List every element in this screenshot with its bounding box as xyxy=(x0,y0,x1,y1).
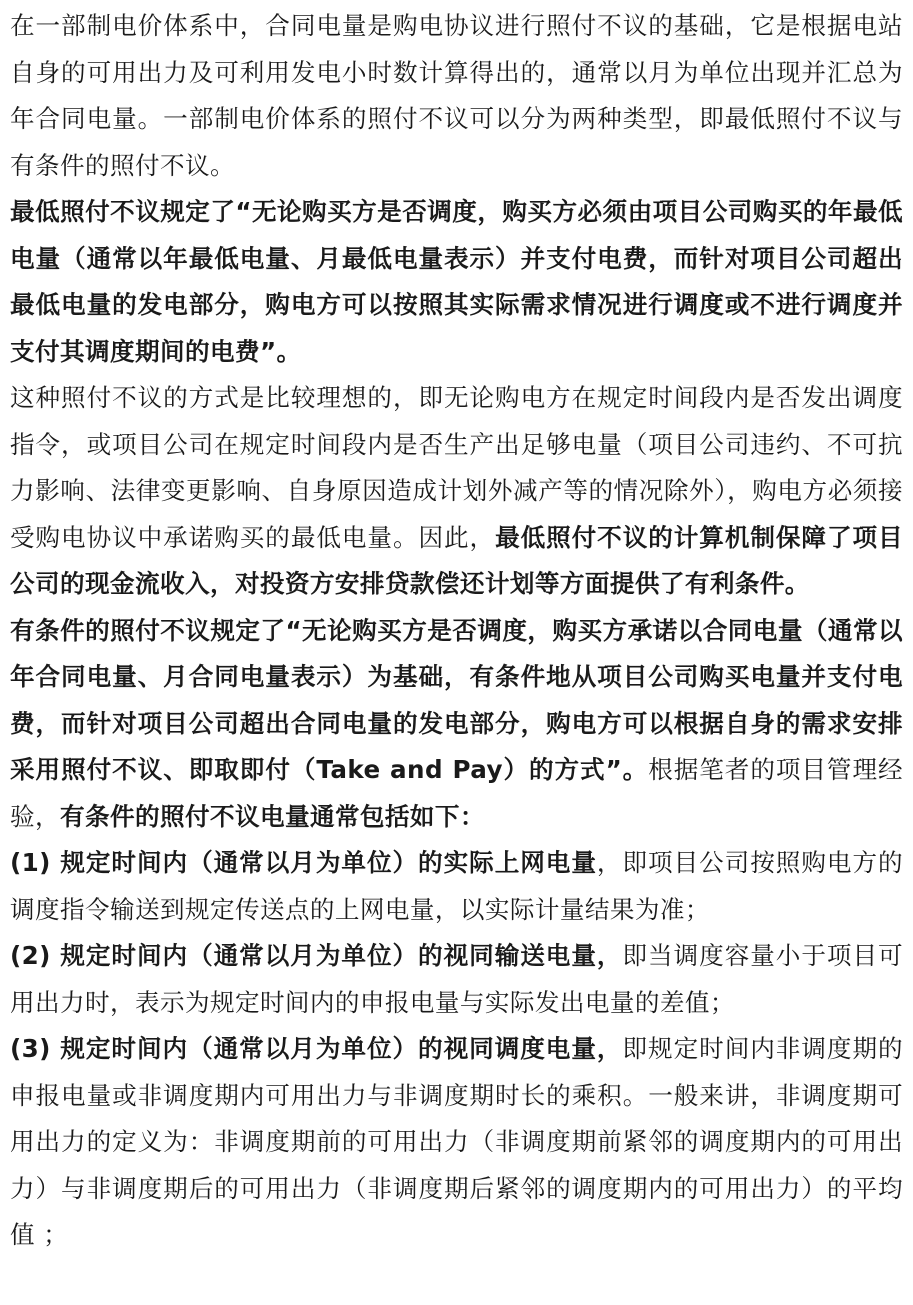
paragraph-text: 这种照付不议的方式是比较理想的，即无论购电方在规定时间段内是否发出调度指令，或项目公司在规定时间段内是否生产出足够电量（项目公司违约、不可抗力影响、法律变更影响、自身原因造成计划外减产等的情况除外），购电方必须接受购电协议中承诺购买的最低电量。因此， xyxy=(10,383,903,552)
list-item-deemed-dispatched-energy xyxy=(10,1026,903,1259)
list-item-actual-grid-energy xyxy=(10,840,903,933)
paragraph-text-bold: 有条件的照付不议电量通常包括如下： xyxy=(60,801,485,831)
paragraph-text: 根据笔者的项目管理经验， xyxy=(10,755,903,831)
paragraph-minimum-take-or-pay-explanation xyxy=(10,375,903,608)
list-item-deemed-delivered-energy xyxy=(10,933,903,1026)
list-item-heading: (2) 规定时间内（通常以月为单位）的视同输送电量， xyxy=(10,941,623,970)
paragraph-text-bold: 最低照付不议的计算机制保障了项目公司的现金流收入，对投资方安排贷款偿还计划等方面提供了有利条件。 xyxy=(10,522,903,598)
list-item-heading: (3) 规定时间内（通常以月为单位）的视同调度电量， xyxy=(10,1034,623,1063)
paragraph-conditional-take-or-pay xyxy=(10,608,903,841)
list-item-text: ，即项目公司按照购电方的调度指令输送到规定传送点的上网电量，以实际计量结果为准； xyxy=(10,848,903,924)
list-item-text: 即当调度容量小于项目可用出力时，表示为规定时间内的申报电量与实际发出电量的差值； xyxy=(10,941,904,1017)
paragraph-text-bold: 有条件的照付不议规定了“无论购买方是否调度，购买方承诺以合同电量（通常以年合同电量、月合同电量表示）为基础，有条件地从项目公司购买电量并支付电费，而针对项目公司超出合同电量的发电部分，购电方可以根据自身的需求安排采用照付不议、即取即付（Take and Pay）的方式”。 xyxy=(10,615,903,784)
paragraph-contract-energy-basis xyxy=(10,3,903,189)
paragraph-text: 在一部制电价体系中，合同电量是购电协议进行照付不议的基础，它是根据电站自身的可用出力及可利用发电小时数计算得出的，通常以月为单位出现并汇总为年合同电量。一部制电价体系的照付不议可以分为两种类型，即最低照付不议与有条件的照付不议。 xyxy=(10,11,903,180)
list-item-text: 即规定时间内非调度期的申报电量或非调度期内可用出力与非调度期时长的乘积。一般来讲，非调度期可用出力的定义为：非调度期前的可用出力（非调度期前紧邻的调度期内的可用出力）与非调度期后的可用出力（非调度期后紧邻的调度期内的可用出力）的平均值 ； xyxy=(10,1034,904,1249)
paragraph-text-bold: 最低照付不议规定了“无论购买方是否调度，购买方必须由项目公司购买的年最低电量（通常以年最低电量、月最低电量表示）并支付电费，而针对项目公司超出最低电量的发电部分，购电方可以按照其实际需求情况进行调度或不进行调度并支付其调度期间的电费”。 xyxy=(10,197,903,366)
paragraph-minimum-take-or-pay xyxy=(10,189,903,375)
list-item-heading: (1) 规定时间内（通常以月为单位）的实际上网电量 xyxy=(10,848,597,877)
